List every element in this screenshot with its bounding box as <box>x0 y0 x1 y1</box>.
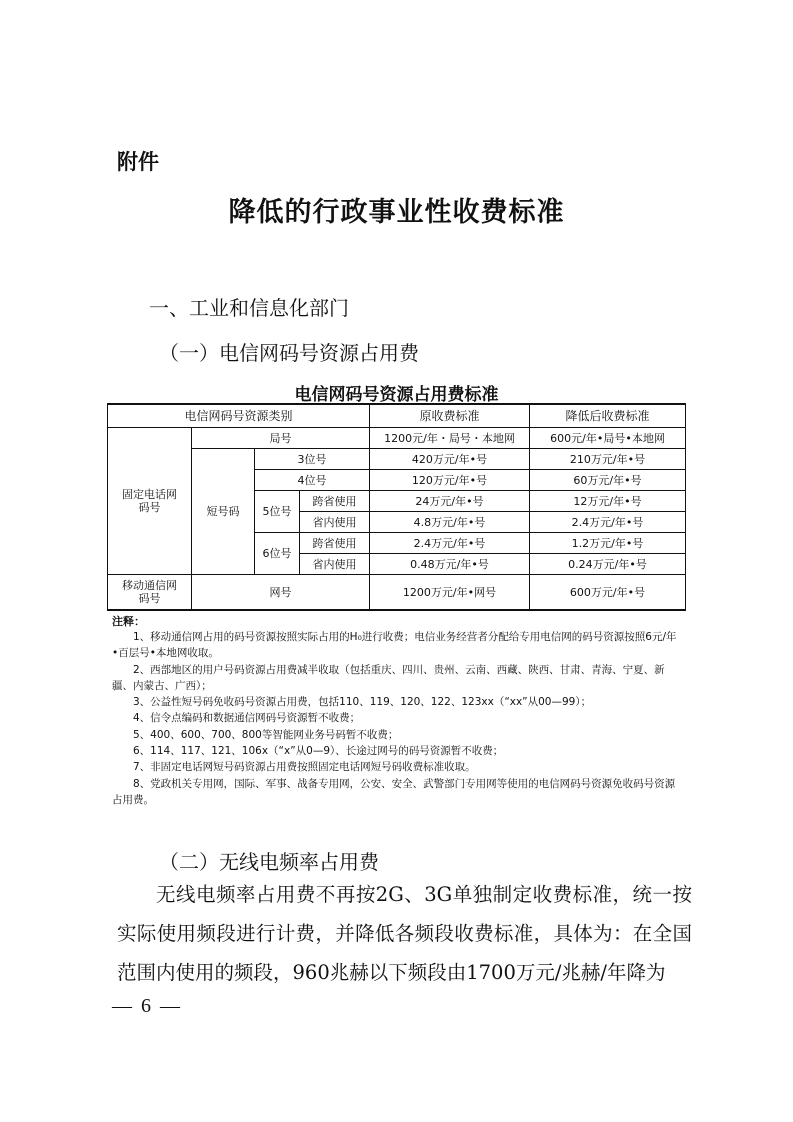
reduced-fee-cell: 12万元/年•号 <box>530 491 686 512</box>
reduced-fee-cell: 60万元/年•号 <box>530 470 686 491</box>
original-fee-cell: 420万元/年•号 <box>370 449 530 470</box>
note-item: 4、信令点编码和数据通信网码号资源暂不收费； <box>133 712 361 725</box>
short-code-group-cell: 短号码 <box>192 449 255 575</box>
body-paragraph: 无线电频率占用费不再按2G、3G单独制定收费标准，统一按实际使用频段进行计费，并降低各频段收费标准，具体为：在全国范围内使用的频段，960兆赫以下频段由1700万元/兆赫/年降为 <box>117 883 692 984</box>
reduced-fee-cell: 1.2万元/年•号 <box>530 533 686 554</box>
header-reduced-fee: 降低后收费标准 <box>530 404 686 428</box>
row-label: 跨省使用 <box>300 533 370 554</box>
original-fee-cell: 2.4万元/年•号 <box>370 533 530 554</box>
row-label: 省内使用 <box>300 554 370 575</box>
note-item: 6、114、117、121、106x（“x”从0—9）、长途过网号的码号资源暂不收费； <box>133 745 504 758</box>
original-fee-cell: 120万元/年•号 <box>370 470 530 491</box>
table-row <box>108 575 686 611</box>
fee-standard-table <box>107 403 686 611</box>
fixed-network-group-cell: 固定电话网码号 <box>108 428 192 575</box>
subsection-heading-1: （一）电信网码号资源占用费 <box>159 341 419 365</box>
attachment-label: 附件 <box>117 150 159 174</box>
original-fee-cell: 24万元/年•号 <box>370 491 530 512</box>
row-label: 3位号 <box>255 449 370 470</box>
six-digit-group-cell: 6位号 <box>255 533 300 575</box>
table-title: 电信网码号资源占用费标准 <box>294 385 499 405</box>
page-number: — 6 — <box>112 995 182 1017</box>
original-fee-cell: 4.8万元/年•号 <box>370 512 530 533</box>
row-label: 4位号 <box>255 470 370 491</box>
header-category: 电信网码号资源类别 <box>108 404 370 428</box>
reduced-fee-cell: 2.4万元/年•号 <box>530 512 686 533</box>
reduced-fee-cell: 0.24万元/年•号 <box>530 554 686 575</box>
note-item: 7、非固定电话网短号码资源占用费按照固定电话网短号码收费标准收取。 <box>133 761 476 774</box>
note-item: 3、公益性短号码免收码号资源占用费，包括110、119、120、122、123xx（“xx”从00—99）； <box>133 696 592 709</box>
document-title: 降低的行政事业性收费标准 <box>228 197 565 228</box>
header-original-fee: 原收费标准 <box>370 404 530 428</box>
row-label: 跨省使用 <box>300 491 370 512</box>
subsection-heading-2: （二）无线电频率占用费 <box>159 850 379 874</box>
reduced-fee-cell: 600万元/年•号 <box>530 575 686 611</box>
mobile-network-group-cell: 移动通信网码号 <box>108 575 192 611</box>
notes-title: 注释： <box>112 615 145 628</box>
table-row <box>108 428 686 449</box>
note-item: 5、400、600、700、800等智能网业务号码暂不收费； <box>133 728 399 741</box>
row-label: 网号 <box>192 575 370 611</box>
table-header-row <box>108 404 686 428</box>
five-digit-group-cell: 5位号 <box>255 491 300 533</box>
original-fee-cell: 1200元/年・局号・本地网 <box>370 428 530 449</box>
section-heading-1: 一、工业和信息化部门 <box>149 296 349 320</box>
row-label: 局号 <box>192 428 370 449</box>
row-label: 省内使用 <box>300 512 370 533</box>
reduced-fee-cell: 210万元/年•号 <box>530 449 686 470</box>
table-row <box>108 449 686 470</box>
note-item: 8、党政机关专用网，国际、军事、战备专用网，公安、安全、武警部门专用网等使用的电信网码号资源免收码号资源占用费。 <box>112 777 676 806</box>
reduced-fee-cell: 600元/年•局号•本地网 <box>530 428 686 449</box>
note-item: 2、西部地区的用户号码资源占用费减半收取（包括重庆、四川、贵州、云南、西藏、陕西、甘肃、青海、宁夏、新疆、内蒙古、广西）； <box>112 663 665 692</box>
original-fee-cell: 0.48万元/年•号 <box>370 554 530 575</box>
original-fee-cell: 1200万元/年•网号 <box>370 575 530 611</box>
note-item: 1、移动通信网占用的码号资源按照实际占用的H₀进行收费；电信业务经营者分配给专用电信网的码号资源按照6元/年•百层号•本地网收取。 <box>112 631 677 660</box>
notes-list <box>112 629 682 808</box>
